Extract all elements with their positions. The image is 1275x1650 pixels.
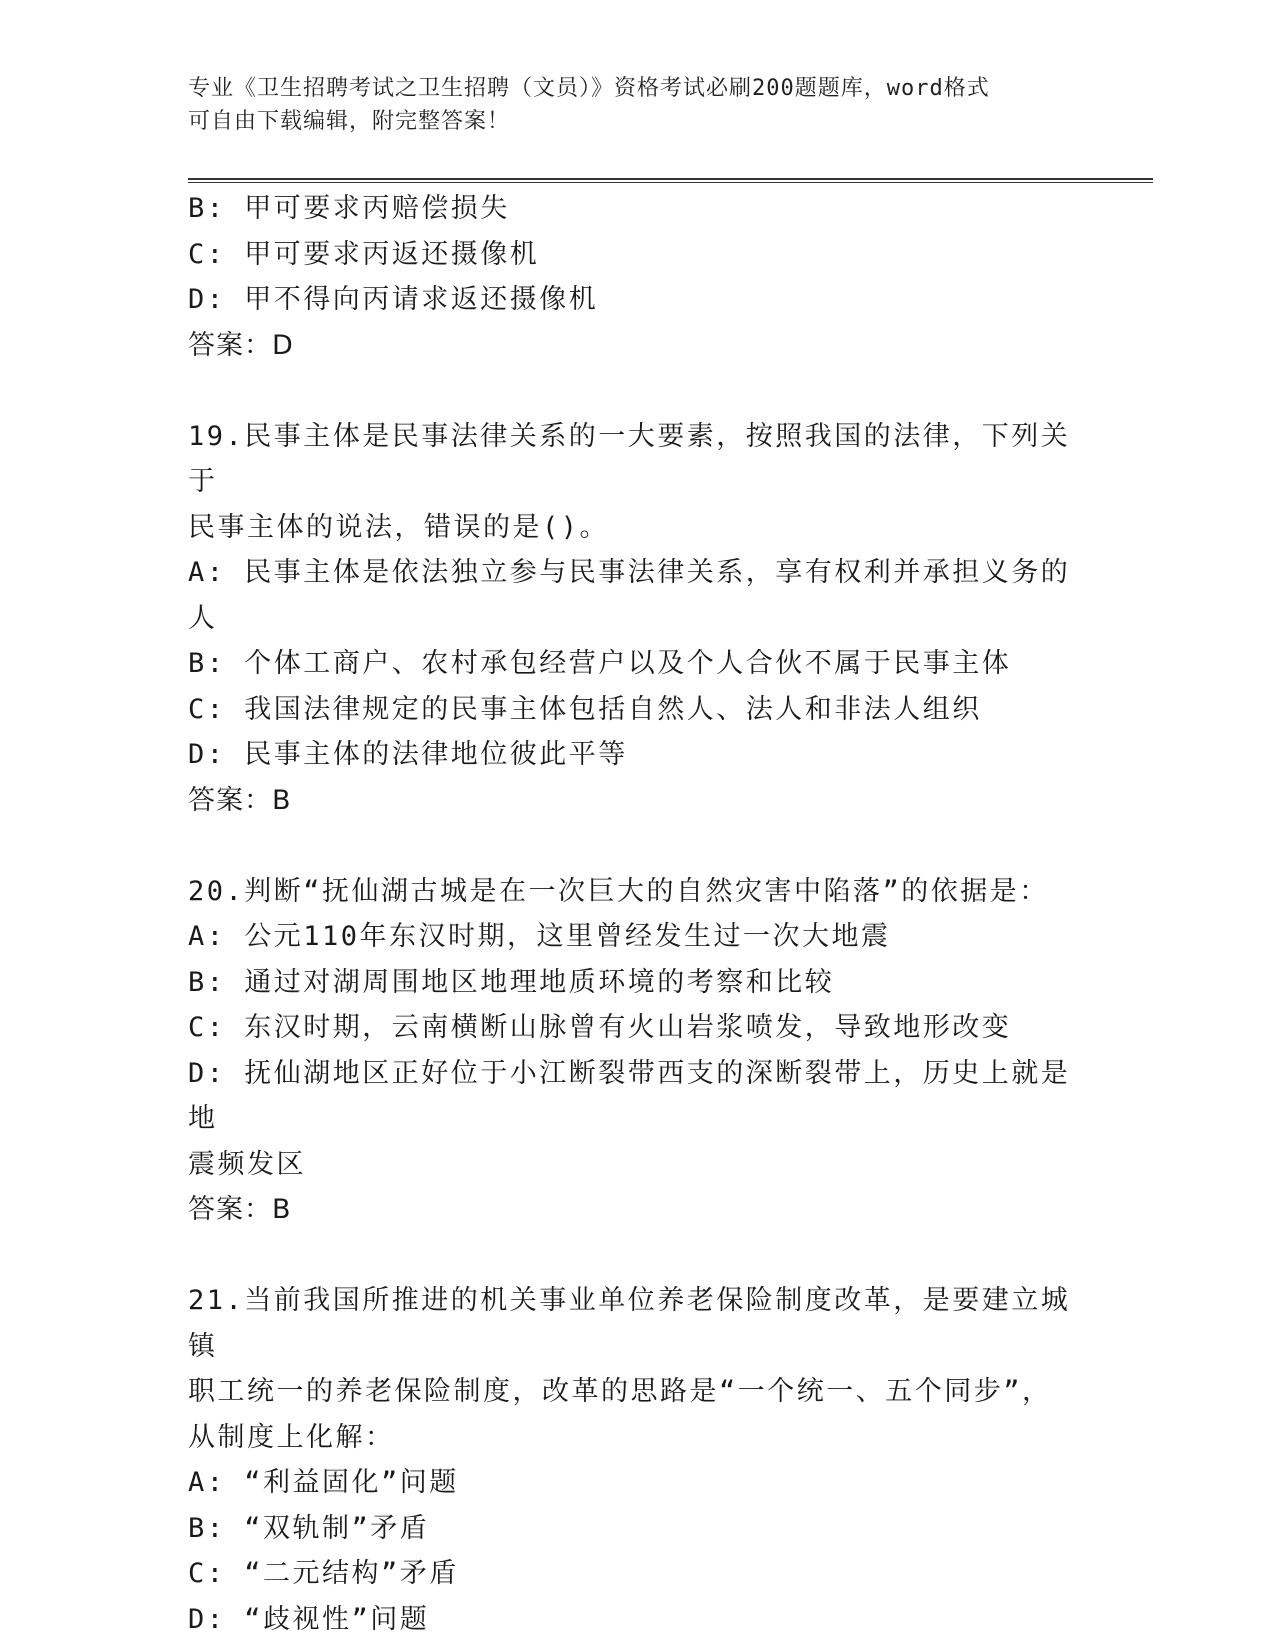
option-d: D: 甲不得向丙请求返还摄像机 bbox=[188, 284, 599, 315]
answer-label: 答案：B bbox=[188, 1194, 292, 1225]
option-d: D: 民事主体的法律地位彼此平等 bbox=[188, 739, 628, 770]
option-c: C: 东汉时期，云南横断山脉曾有火山岩浆喷发，导致地形改变 bbox=[188, 1012, 1012, 1043]
question-stem: 职工统一的养老保险制度，改革的思路是“一个统一、五个同步”， bbox=[188, 1376, 1052, 1407]
option-b: B: “双轨制”矛盾 bbox=[188, 1512, 430, 1544]
question-stem: 20.判断“抚仙湖古城是在一次巨大的自然灾害中陷落”的依据是： bbox=[188, 875, 1049, 907]
option-a: A: 公元110年东汉时期，这里曾经发生过一次大地震 bbox=[188, 921, 891, 952]
question-stem: 民事主体的说法，错误的是()。 bbox=[188, 511, 610, 543]
option-d-continued: 震频发区 bbox=[188, 1148, 306, 1180]
question-stem: 21.当前我国所推进的机关事业单位养老保险制度改革，是要建立城镇 bbox=[188, 1285, 1071, 1362]
option-b: B: 甲可要求丙赔偿损失 bbox=[188, 193, 510, 224]
spacer bbox=[188, 1233, 1083, 1279]
spacer bbox=[188, 368, 1083, 414]
page-header bbox=[188, 72, 1068, 138]
question-19 bbox=[188, 414, 1083, 824]
option-c: C: 我国法律规定的民事主体包括自然人、法人和非法人组织 bbox=[188, 693, 982, 725]
header-line-1: 专业《卫生招聘考试之卫生招聘（文员）》资格考试必刷200题题库，word格式 bbox=[188, 76, 990, 101]
option-b: B: 个体工商户、农村承包经营户以及个人合伙不属于民事主体 bbox=[188, 648, 1012, 679]
option-d: D: “歧视性”问题 bbox=[188, 1603, 430, 1635]
option-d: D: 抚仙湖地区正好位于小江断裂带西支的深断裂带上，历史上就是地 bbox=[188, 1057, 1071, 1134]
question-21 bbox=[188, 1278, 1083, 1642]
question-stem: 从制度上化解： bbox=[188, 1421, 395, 1453]
option-c: C: “二元结构”矛盾 bbox=[188, 1558, 459, 1589]
question-stem: 19.民事主体是民事法律关系的一大要素，按照我国的法律，下列关于 bbox=[188, 420, 1071, 497]
question-fragment bbox=[188, 186, 1083, 368]
header-divider bbox=[188, 178, 1153, 183]
option-a: A: 民事主体是依法独立参与民事法律关系，享有权利并承担义务的人 bbox=[188, 557, 1071, 634]
question-20 bbox=[188, 869, 1083, 1233]
document-body bbox=[188, 186, 1083, 1642]
spacer bbox=[188, 823, 1083, 869]
answer-label: 答案：B bbox=[188, 784, 292, 816]
option-b: B: 通过对湖周围地区地理地质环境的考察和比较 bbox=[188, 966, 835, 998]
option-c: C: 甲可要求丙返还摄像机 bbox=[188, 238, 540, 270]
option-a: A: “利益固化”问题 bbox=[188, 1467, 459, 1498]
answer-label: 答案：D bbox=[188, 329, 294, 361]
header-line-2: 可自由下载编辑，附完整答案！ bbox=[188, 109, 511, 134]
